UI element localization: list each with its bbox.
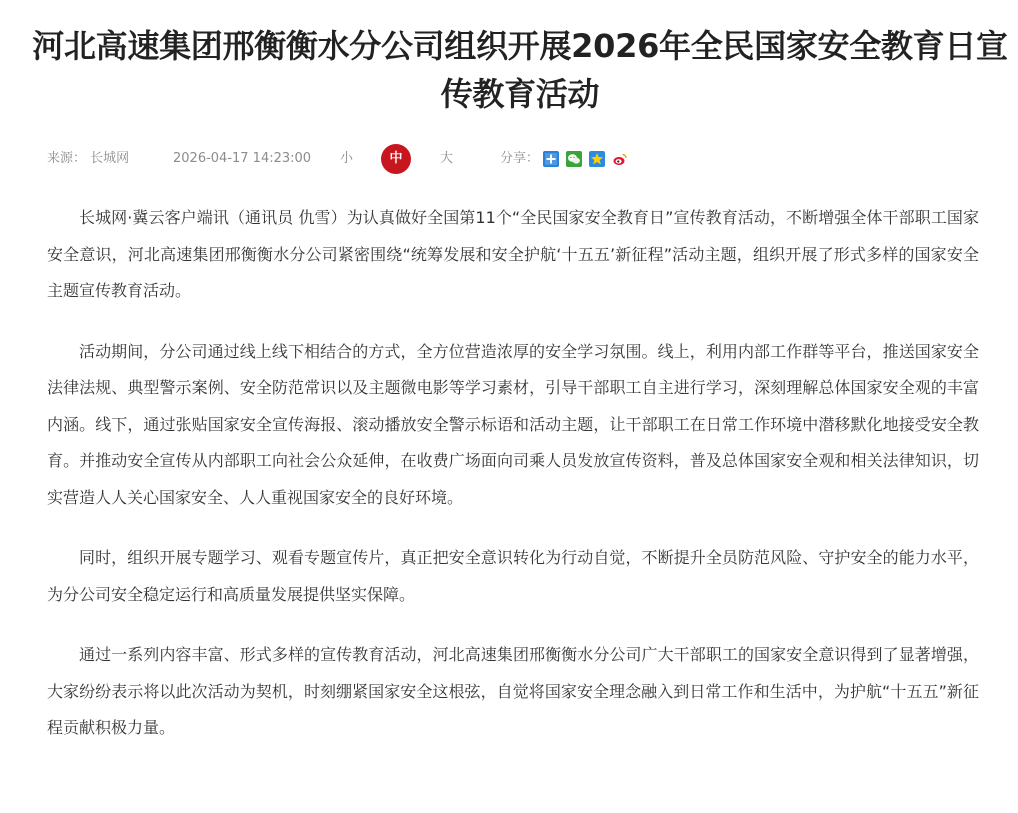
qq-zone-icon[interactable] bbox=[589, 151, 605, 167]
font-size-small-button[interactable]: 小 bbox=[340, 151, 354, 166]
publish-time: 2026-04-17 14:23:00 bbox=[173, 151, 312, 166]
share-icons bbox=[543, 151, 628, 167]
qzone-plus-icon[interactable] bbox=[543, 151, 559, 167]
article-body bbox=[47, 200, 979, 771]
weibo-icon[interactable] bbox=[612, 151, 628, 167]
article-title: 河北高速集团邢衡衡水分公司组织开展2026年全民国家安全教育日宣传教育活动 bbox=[32, 27, 1008, 113]
wechat-icon[interactable] bbox=[566, 151, 582, 167]
source-label: 来源： 长城网 bbox=[47, 151, 130, 166]
article-paragraph: 长城网·冀云客户端讯（通讯员 仇雪）为认真做好全国第11个“全民国家安全教育日”宣传教育活动，不断增强全体干部职工国家安全意识，河北高速集团邢衡衡水分公司紧密围绕“统筹发展和安全护航‘十五五’新征程”活动主题，组织开展了形式多样的国家安全主题宣传教育活动。 bbox=[47, 208, 979, 300]
article-paragraph: 通过一系列内容丰富、形式多样的宣传教育活动，河北高速集团邢衡衡水分公司广大干部职工的国家安全意识得到了显著增强，大家纷纷表示将以此次活动为契机，时刻绷紧国家安全这根弦，自觉将国家安全理念融入到日常工作和生活中，为护航“十五五”新征程贡献积极力量。 bbox=[47, 645, 979, 737]
font-size-large-button[interactable]: 大 bbox=[440, 151, 454, 166]
article-paragraph: 同时，组织开展专题学习、观看专题宣传片，真正把安全意识转化为行动自觉，不断提升全员防范风险、守护安全的能力水平，为分公司安全稳定运行和高质量发展提供坚实保障。 bbox=[47, 548, 979, 604]
article-meta bbox=[47, 143, 967, 175]
article-paragraph: 活动期间，分公司通过线上线下相结合的方式，全方位营造浓厚的安全学习氛围。线上，利用内部工作群等平台，推送国家安全法律法规、典型警示案例、安全防范常识以及主题微电影等学习素材，引导干部职工自主进行学习，深刻理解总体国家安全观的丰富内涵。线下，通过张贴国家安全宣传海报、滚动播放安全警示标语和活动主题，让干部职工在日常工作环境中潜移默化地接受安全教育。并推动安全宣传从内部职工向社会公众延伸，在收费广场面向司乘人员发放宣传资料，普及总体国家安全观和相关法律知识，切实营造人人关心国家安全、人人重视国家安全的良好环境。 bbox=[47, 341, 979, 507]
font-size-medium-button[interactable]: 中 bbox=[381, 144, 411, 174]
share-label: 分享： bbox=[500, 151, 540, 166]
